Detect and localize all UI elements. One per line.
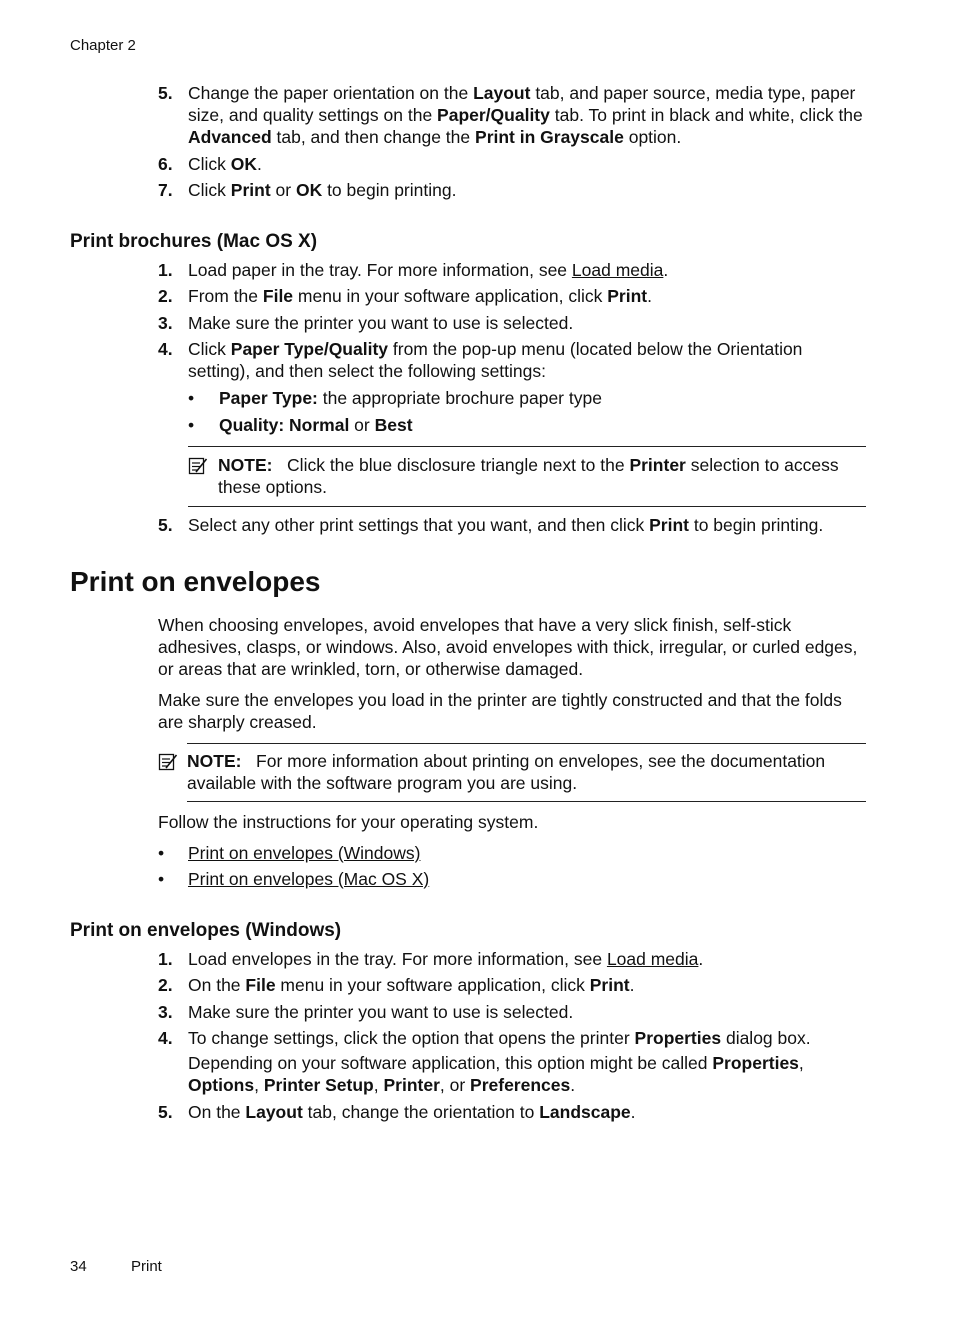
step-text — [188, 514, 868, 536]
note-body — [218, 455, 839, 497]
list-item — [158, 1027, 868, 1049]
step-text — [188, 974, 868, 996]
list-item — [158, 948, 868, 970]
text-run: to begin printing. — [322, 180, 457, 200]
step-text — [188, 1001, 868, 1023]
note-label: NOTE: — [218, 455, 273, 475]
bullet-text — [219, 414, 868, 436]
bold-term: Preferences — [470, 1075, 571, 1095]
bullet-dot: • — [188, 415, 195, 435]
bullet-item — [158, 868, 868, 890]
page-number: 34 — [70, 1258, 87, 1275]
bold-term: Best — [374, 415, 413, 435]
step-text — [188, 312, 868, 334]
paragraph: Make sure the envelopes you load in the printer are tightly constructed and that the folds are sharply creased. — [158, 690, 842, 732]
text-run: , or — [439, 1075, 471, 1095]
bold-term: Print in Grayscale — [475, 127, 624, 147]
text-run: Click — [188, 154, 231, 174]
list-item — [158, 259, 868, 281]
list-item — [158, 285, 868, 307]
bullet-item — [158, 842, 868, 864]
step-number: 3. — [158, 313, 173, 333]
text-run: Depending on your software application, this option might be called — [188, 1053, 713, 1073]
text-run: dialog box. — [721, 1028, 811, 1048]
step-number: 5. — [158, 83, 173, 103]
step-number: 2. — [158, 975, 173, 995]
bold-term: Properties — [712, 1053, 799, 1073]
step-text — [188, 285, 868, 307]
step-text — [188, 1027, 868, 1049]
text-run: . — [647, 286, 652, 306]
text-run: Click — [188, 339, 231, 359]
list-item — [158, 1101, 868, 1123]
text-run: From the — [188, 286, 263, 306]
paragraph: When choosing envelopes, avoid envelopes that have a very slick finish, self-stick adhesives, clasps, or windows. Also, avoid envelopes with thick, irregular, or curled edges, or areas that are wrinkled, torn, or otherwise damaged. — [158, 615, 858, 679]
step-number: 4. — [158, 1028, 173, 1048]
text-run: . — [629, 975, 635, 995]
page-title: Print on envelopes — [70, 566, 321, 597]
bold-term: Layout — [245, 1102, 303, 1122]
text-run: tab. To print in black and white, click the — [549, 105, 863, 125]
list-item — [158, 338, 868, 382]
note-text — [187, 750, 867, 794]
list-item — [158, 82, 868, 148]
bold-term: Printer — [383, 1075, 440, 1095]
load-media-link[interactable]: Load media — [606, 949, 699, 969]
text-run: To change settings, click the option that opens the printer — [188, 1028, 635, 1048]
text-run: option. — [623, 127, 682, 147]
text-run: , — [798, 1053, 804, 1073]
text-run: selection to access these options. — [218, 455, 839, 497]
bold-term: File — [262, 286, 294, 306]
bold-term: Layout — [473, 83, 531, 103]
step-text — [188, 82, 868, 148]
text-run: to begin printing. — [688, 515, 824, 535]
bold-term: Paper/Quality — [437, 105, 550, 125]
step-continuation — [158, 1052, 868, 1096]
bullet-text — [219, 387, 868, 409]
text-run: Load envelopes in the tray. For more information, see — [188, 949, 607, 969]
bold-term: Print — [649, 515, 689, 535]
list-item — [158, 312, 868, 334]
load-media-link[interactable]: Load media — [571, 260, 664, 280]
step-text — [188, 338, 868, 382]
bold-term: Print — [607, 286, 648, 306]
step-text — [188, 179, 868, 201]
link-envelopes-windows[interactable]: Print on envelopes (Windows) — [188, 843, 421, 863]
note-text — [218, 454, 868, 498]
list-item — [158, 1001, 868, 1023]
step-number: 7. — [158, 180, 173, 200]
list-item — [158, 974, 868, 996]
note-box — [158, 743, 866, 802]
bold-term: Options — [188, 1075, 255, 1095]
text-run: Change the paper orientation on the — [188, 83, 474, 103]
text-run: Make sure the printer you want to use is selected. — [188, 1002, 574, 1022]
step-number: 1. — [158, 260, 173, 280]
text-run: menu in your software application, click — [275, 975, 590, 995]
step-number: 2. — [158, 286, 173, 306]
text-run: or — [349, 415, 375, 435]
footer-section: Print — [131, 1258, 162, 1275]
bold-term: Printer — [629, 455, 686, 475]
bold-term: OK — [295, 180, 323, 200]
list-item — [158, 514, 868, 536]
text-run: . — [257, 154, 262, 174]
text-run: the appropriate brochure paper type — [317, 388, 602, 408]
note-rule-top — [187, 743, 866, 744]
note-box — [188, 446, 866, 507]
text-run: or — [270, 180, 296, 200]
bold-term: Paper Type/Quality — [230, 339, 389, 359]
bold-term: Print — [589, 975, 630, 995]
text-run: On the — [188, 975, 246, 995]
text-run: Click the blue disclosure triangle next to the — [287, 455, 630, 475]
text-run: Click — [188, 180, 231, 200]
text-run: On the — [188, 1102, 246, 1122]
step-number: 3. — [158, 1002, 173, 1022]
bullet-item — [188, 387, 868, 409]
list-item — [158, 179, 868, 201]
bullet-dot: • — [188, 388, 195, 408]
step-number: 5. — [158, 515, 173, 535]
text-run: tab, and paper source, media type, paper size, and quality settings on the — [188, 83, 856, 125]
text-run: , — [254, 1075, 264, 1095]
section-heading: Print on envelopes (Windows) — [70, 920, 342, 941]
note-rule-bottom — [187, 801, 866, 802]
text-run: . — [698, 949, 704, 969]
bold-term: Paper Type: — [219, 388, 318, 408]
bullet-item — [188, 414, 868, 436]
text-run: tab, and then change the — [271, 127, 476, 147]
step-number: 5. — [158, 1102, 173, 1122]
bullet-dot: • — [158, 843, 165, 863]
bold-term: Printer Setup — [263, 1075, 374, 1095]
text-run: , — [373, 1075, 384, 1095]
note-body: For more information about printing on envelopes, see the documentation available with the software program you are using. — [187, 751, 826, 793]
bold-term: Advanced — [188, 127, 272, 147]
text-run: tab, change the orientation to — [302, 1102, 540, 1122]
text-run: . — [663, 260, 669, 280]
text-run: Make sure the printer you want to use is selected. — [188, 313, 574, 333]
step-text — [188, 153, 868, 175]
step-number: 1. — [158, 949, 173, 969]
note-icon — [188, 456, 208, 476]
link-envelopes-mac[interactable]: Print on envelopes (Mac OS X) — [188, 869, 430, 889]
bullet-dot: • — [158, 869, 165, 889]
bold-term: Print — [230, 180, 271, 200]
text-run: menu in your software application, click — [293, 286, 608, 306]
step-text — [188, 1101, 868, 1123]
list-item — [158, 153, 868, 175]
bold-term: File — [245, 975, 276, 995]
bold-term: Quality: Normal — [219, 415, 350, 435]
paragraph: Follow the instructions for your operating system. — [158, 812, 539, 832]
note-icon — [158, 752, 178, 772]
step-text — [188, 1052, 868, 1096]
text-run: . — [630, 1102, 636, 1122]
text-run: from the pop-up menu (located below the Orientation setting), and then select the following settings: — [188, 339, 803, 381]
chapter-label: Chapter 2 — [70, 37, 136, 54]
bold-term: OK — [230, 154, 258, 174]
step-number: 4. — [158, 339, 173, 359]
text-run: Select any other print settings that you want, and then click — [188, 515, 650, 535]
note-label: NOTE: — [187, 751, 242, 771]
bold-term: Landscape — [539, 1102, 631, 1122]
bold-term: Properties — [634, 1028, 722, 1048]
text-run: . — [570, 1075, 576, 1095]
text-run: Load paper in the tray. For more information, see — [188, 260, 572, 280]
step-number: 6. — [158, 154, 173, 174]
step-text — [188, 948, 868, 970]
section-heading: Print brochures (Mac OS X) — [70, 231, 318, 252]
step-text — [188, 259, 868, 281]
